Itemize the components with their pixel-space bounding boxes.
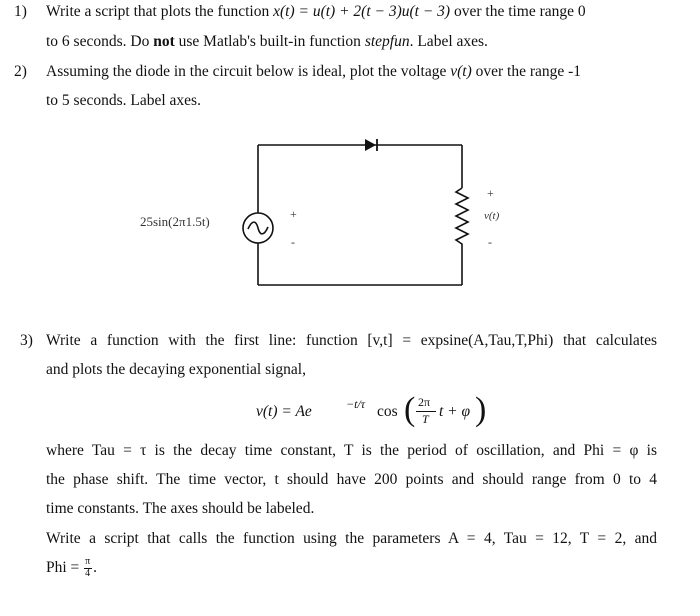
q3-line-7: Phi = $\frac{\pi}{4}$ .	[46, 556, 98, 580]
q3-line-5: time constants. The axes should be labeled.	[46, 500, 315, 517]
output-minus: -	[488, 235, 492, 249]
sine-wave-icon	[248, 222, 268, 234]
q3-line-6: Write a script that calls the function using the parameters A = 4, Tau = 12, T = 2, and	[46, 530, 657, 547]
source-plus: +	[290, 207, 297, 221]
q3-number: 3)	[20, 332, 33, 349]
q1-line-1: Write a script that plots the function x(t) = u(t) + 2(t − 3)u(t − 3) over the time range 0	[46, 3, 586, 20]
q1-line-2: to 6 seconds. Do not use Matlab's built-in function stepfun. Label axes.	[46, 33, 488, 50]
source-label: 25sin(2π1.5t)	[140, 214, 210, 229]
q2-line-1: Assuming the diode in the circuit below is ideal, plot the voltage v(t) over the range -1	[46, 63, 582, 80]
q2-line-2: to 5 seconds. Label axes.	[46, 92, 201, 109]
source-minus: -	[291, 235, 295, 249]
q3-line-3: where Tau = τ is the decay time constant, T is the period of oscillation, and Phi = φ is	[46, 442, 657, 459]
diode-icon	[365, 139, 377, 151]
q1-function-math: x(t) = u(t) + 2(t − 3)u(t − 3)	[273, 3, 451, 20]
output-plus: +	[487, 186, 494, 200]
q1-number: 1)	[14, 3, 27, 20]
q3-line-1: Write a function with the first line: function [v,t] = expsine(A,Tau,T,Phi) that calculates	[46, 332, 657, 349]
output-label: v(t)	[484, 210, 500, 222]
q2-number: 2)	[14, 63, 27, 80]
resistor-icon	[456, 188, 468, 248]
q3-line-2: and plots the decaying exponential signal,	[46, 361, 306, 378]
pi-over-4-fraction: $\frac{\pi}{4}$	[85, 556, 91, 580]
q3-line-4: the phase shift. The time vector, t should have 200 points and should range from 0 to 4	[46, 471, 657, 488]
